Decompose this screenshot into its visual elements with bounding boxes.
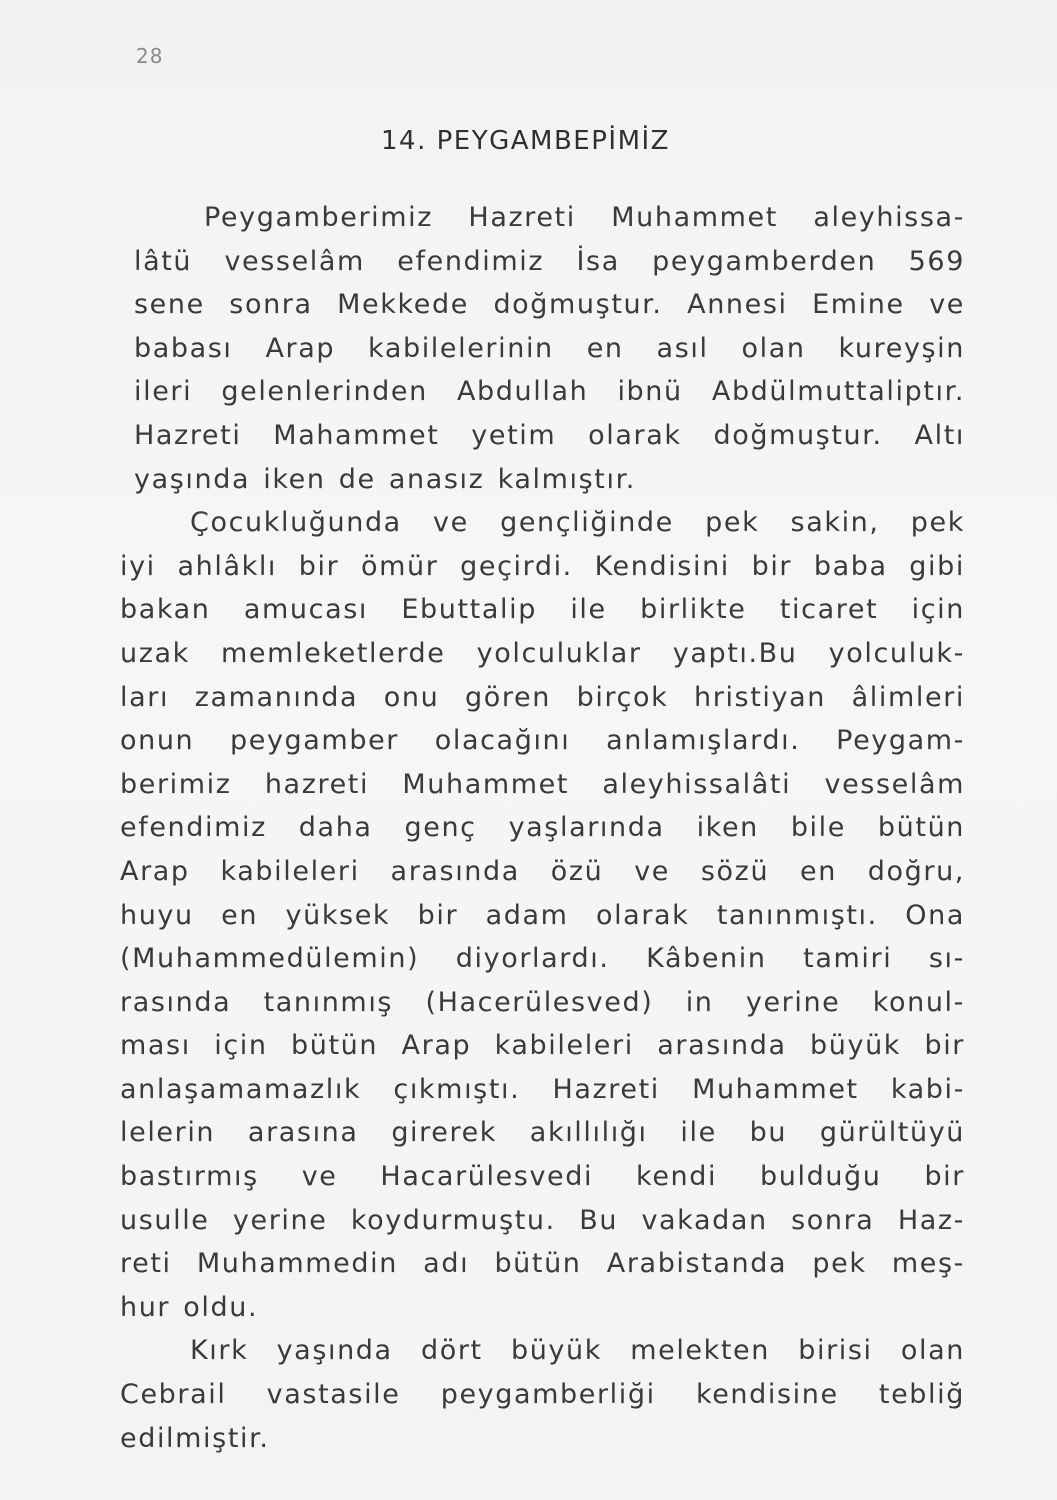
text-line: lelerin arasına girerek akıllılığı ile bu gürültüyü <box>120 1117 965 1149</box>
text-line: bakan amucası Ebuttalip ile birlikte ticaret için <box>120 594 965 626</box>
text-line: anlaşamamazlık çıkmıştı. Hazreti Muhammet kabi- <box>120 1073 965 1105</box>
text-line: berimiz hazreti Muhammet aleyhissalâti vesselâm <box>120 768 965 800</box>
text-line: ması için bütün Arap kabileleri arasında büyük bir <box>120 1030 965 1062</box>
text-line: uzak memleketlerde yolculuklar yaptı.Bu yolculuk- <box>120 637 965 669</box>
text-line: huyu en yüksek bir adam olarak tanınmıştı. Ona <box>120 899 965 931</box>
text-line: Çocukluğunda ve gençliğinde pek sakin, pek <box>190 507 965 539</box>
text-line: yaşında iken de anasız kalmıştır. <box>134 463 636 495</box>
paragraph-3 <box>120 1329 965 1460</box>
text-line: hur oldu. <box>120 1291 259 1323</box>
paragraph-2 <box>120 501 965 1329</box>
text-line: ileri gelenlerinden Abdullah ibnü Abdülmuttaliptır. <box>134 376 965 408</box>
text-line: usulle yerine koydurmuştu. Bu vakadan sonra Haz- <box>120 1204 965 1236</box>
text-line: ları zamanında onu gören birçok hristiyan âlimleri <box>120 681 965 713</box>
text-line: Kırk yaşında dört büyük melekten birisi olan <box>190 1335 965 1367</box>
text-line: onun peygamber olacağını anlamışlardı. Peygam- <box>120 725 965 757</box>
text-line: Hazreti Mahammet yetim olarak doğmuştur. Altı <box>134 419 965 451</box>
text-line: reti Muhammedin adı bütün Arabistanda pek meş- <box>120 1248 965 1280</box>
text-line: bastırmış ve Hacarülesvedi kendi bulduğu bir <box>120 1161 965 1193</box>
text-line: babası Arap kabilelerinin en asıl olan kureyşin <box>134 332 965 364</box>
text-line: iyi ahlâklı bir ömür geçirdi. Kendisini bir baba gibi <box>120 550 965 582</box>
text-line: Cebrail vastasile peygamberliği kendisine tebliğ <box>120 1379 965 1411</box>
text-line: edilmiştir. <box>120 1422 270 1454</box>
paragraph-1 <box>120 196 965 501</box>
chapter-body <box>120 196 965 1460</box>
text-line: rasında tanınmış (Hacerülesved) in yerine konul- <box>120 986 965 1018</box>
text-line: lâtü vesselâm efendimiz İsa peygamberden 569 <box>134 245 965 277</box>
text-line: Arap kabileleri arasında özü ve sözü en doğru, <box>120 855 965 887</box>
text-line: Peygamberimiz Hazreti Muhammet aleyhissa- <box>204 202 965 233</box>
text-line: sene sonra Mekkede doğmuştur. Annesi Emine ve <box>134 289 965 321</box>
text-line: (Muhammedülemin) diyorlardı. Kâbenin tamiri sı- <box>120 943 965 975</box>
text-line: efendimiz daha genç yaşlarında iken bile bütün <box>120 812 965 844</box>
page-number: 28 <box>136 44 164 68</box>
chapter-title: 14. PEYGAMBEPİMİZ <box>381 126 670 156</box>
